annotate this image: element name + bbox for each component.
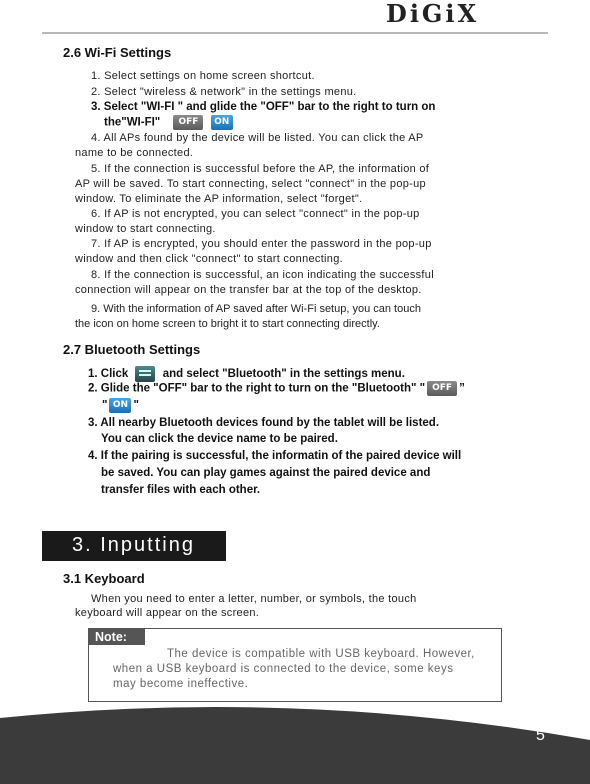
wifi-step-2: 2. Select "wireless & network" in the settings menu.: [91, 86, 357, 98]
bluetooth-step-3a: 3. All nearby Bluetooth devices found by the tablet will be listed.: [88, 417, 440, 429]
keyboard-paragraph-b: keyboard will appear on the screen.: [75, 607, 260, 619]
wifi-step-8b: connection will appear on the transfer bar at the top of the desktop.: [75, 284, 422, 296]
settings-icon: [135, 366, 155, 382]
digix-logo: [384, 2, 536, 24]
bluetooth-step-1-post: and select "Bluetooth" in the settings menu.: [162, 368, 405, 381]
wifi-step-7a: 7. If AP is encrypted, you should enter the password in the pop-up: [91, 238, 432, 250]
on-toggle-icon: ON: [109, 398, 131, 413]
wifi-step-5b: AP will be saved. To start connecting, select "connect" in the pop-up: [75, 178, 426, 190]
wifi-step-5c: window. To eliminate the AP information, select "forget".: [75, 193, 363, 205]
quote-close: ": [133, 399, 139, 412]
bluetooth-step-4b: be saved. You can play games against the paired device and: [101, 467, 431, 479]
bluetooth-section-title: 2.7 Bluetooth Settings: [63, 342, 201, 357]
off-toggle-icon: OFF: [427, 381, 457, 396]
inputting-banner-text: 3. Inputting: [72, 534, 195, 556]
wifi-step-6a: 6. If AP is not encrypted, you can select "connect" in the pop-up: [91, 208, 420, 220]
wifi-step-7b: window and then click "connect" to start connecting.: [75, 253, 343, 265]
wifi-section-title: 2.6 Wi-Fi Settings: [63, 45, 172, 60]
footer-band: [0, 700, 590, 784]
wifi-step-9a: 9. With the information of AP saved after Wi-Fi setup, you can touch: [91, 303, 421, 315]
wifi-step-4b: name to be connected.: [75, 147, 194, 159]
keyboard-section-title: 3.1 Keyboard: [63, 571, 145, 586]
note-line-1: The device is compatible with USB keyboard. However,: [167, 648, 475, 660]
wifi-step-5a: 5. If the connection is successful before the AP, the information of: [91, 163, 430, 175]
logo-text: DiGiX: [386, 2, 480, 24]
keyboard-paragraph-a: When you need to enter a letter, number, or symbols, the touch: [91, 593, 417, 605]
bluetooth-step-1-pre: 1. Click: [88, 368, 129, 381]
wifi-step-6b: window to start connecting.: [75, 223, 216, 235]
off-toggle-icon: OFF: [173, 115, 203, 130]
bluetooth-step-4a: 4. If the pairing is successful, the informatin of the paired device will: [88, 450, 462, 462]
bluetooth-step-2-quote: ”: [459, 382, 465, 395]
on-toggle-icon: ON: [211, 115, 233, 130]
note-line-2: when a USB keyboard is connected to the device, some keys: [113, 663, 454, 675]
bluetooth-step-2: [88, 381, 465, 396]
wifi-step-9b: the icon on home screen to bright it to start connecting directly.: [75, 318, 380, 330]
wifi-step-3-continued: [104, 115, 235, 130]
bluetooth-step-2-text: 2. Glide the "OFF" bar to the right to turn on the "Bluetooth" ": [88, 382, 426, 395]
quote-open: ": [102, 399, 108, 412]
wifi-step-3-text: the"WI-FI": [104, 116, 161, 129]
wifi-step-4a: 4. All APs found by the device will be listed. You can click the AP: [91, 132, 424, 144]
wifi-step-3: 3. Select "WI-FI " and glide the "OFF" bar to the right to turn on: [91, 101, 436, 113]
note-line-3: may become ineffective.: [113, 678, 249, 690]
bluetooth-step-3b: You can click the device name to be paired.: [101, 433, 338, 445]
inputting-banner: [42, 531, 226, 561]
wifi-step-1: 1. Select settings on home screen shortcut.: [91, 70, 315, 82]
wifi-step-8a: 8. If the connection is successful, an icon indicating the successful: [91, 269, 434, 281]
note-box: [88, 628, 502, 702]
bluetooth-step-1: [88, 366, 405, 382]
bluetooth-step-2-continued: [102, 398, 139, 413]
note-label: Note:: [89, 629, 145, 645]
header-divider: [42, 32, 548, 34]
bluetooth-step-4c: transfer files with each other.: [101, 484, 261, 496]
page-number: 5: [536, 727, 545, 744]
